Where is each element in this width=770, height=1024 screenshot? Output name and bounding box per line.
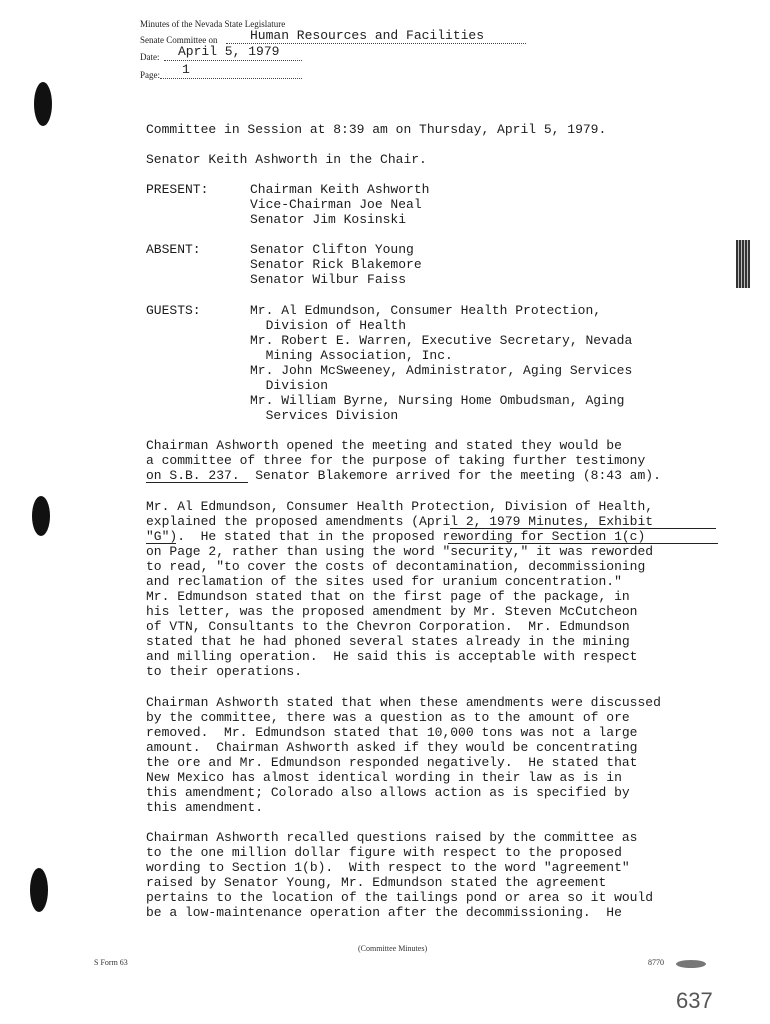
session-line: Committee in Session at 8:39 am on Thursday, April 5, 1979. xyxy=(146,122,607,137)
guest-line: Mr. William Byrne, Nursing Home Ombudsman, Aging xyxy=(250,393,625,408)
paragraph-line: the ore and Mr. Edmundson responded negatively. He stated that xyxy=(146,755,638,770)
page-underline xyxy=(160,78,302,79)
date-value: April 5, 1979 xyxy=(178,44,280,59)
paragraph-line: his letter, was the proposed amendment by Mr. Steven McCutcheon xyxy=(146,604,638,619)
paragraph-line: explained the proposed amendments (April 2, 1979 Minutes, Exhibit xyxy=(146,514,654,529)
form-number: S Form 63 xyxy=(94,958,128,967)
absent-name: Senator Wilbur Faiss xyxy=(250,272,407,287)
edge-stamp-mark xyxy=(736,240,750,288)
guest-line: Mining Association, Inc. xyxy=(250,348,453,363)
paragraph-line: pertains to the location of the tailings pond or area so it would xyxy=(146,890,654,905)
guest-line: Mr. Al Edmundson, Consumer Health Protection, xyxy=(250,303,602,318)
paragraph-line: to their operations. xyxy=(146,664,303,679)
paragraph-line: by the committee, there was a question as to the amount of ore xyxy=(146,710,630,725)
page-label: Page: xyxy=(140,70,160,80)
absent-name: Senator Rick Blakemore xyxy=(250,257,422,272)
paragraph-line: Chairman Ashworth stated that when these amendments were discussed xyxy=(146,695,661,710)
paragraph-line: amount. Chairman Ashworth asked if they would be concentrating xyxy=(146,740,638,755)
paragraph-line: on S.B. 237. Senator Blakemore arrived for the meeting (8:43 am). xyxy=(146,468,661,483)
page-value: 1 xyxy=(182,62,190,77)
committee-label: Senate Committee on xyxy=(140,35,218,45)
paragraph-line: Chairman Ashworth recalled questions raised by the committee as xyxy=(146,830,638,845)
present-name: Senator Jim Kosinski xyxy=(250,212,407,227)
paragraph-line: Mr. Edmundson stated that on the first page of the package, in xyxy=(146,589,630,604)
guest-line: Mr. John McSweeney, Administrator, Aging Services xyxy=(250,363,633,378)
minutes-of-heading: Minutes of the Nevada State Legislature xyxy=(140,19,286,29)
absent-name: Senator Clifton Young xyxy=(250,242,414,257)
paragraph-line: raised by Senator Young, Mr. Edmundson stated the agreement xyxy=(146,875,607,890)
punch-hole-bottom xyxy=(30,868,48,912)
page-number: 637 xyxy=(676,988,713,1013)
guest-line: Division of Health xyxy=(250,318,407,333)
committee-name: Human Resources and Facilities xyxy=(250,28,485,43)
paragraph-line: "G"). He stated that in the proposed rewording for Section 1(c) xyxy=(146,529,646,544)
guest-line: Mr. Robert E. Warren, Executive Secretary, Nevada xyxy=(250,333,633,348)
paragraph-line: be a low-maintenance operation after the decommissioning. He xyxy=(146,905,622,920)
absent-label: ABSENT: xyxy=(146,242,201,257)
paragraph-line: and reclamation of the sites used for uranium concentration." xyxy=(146,574,622,589)
bill-underline xyxy=(146,482,248,483)
punch-hole-middle xyxy=(32,496,50,536)
paragraph-line: wording to Section 1(b). With respect to the word "agreement" xyxy=(146,860,630,875)
continued-note: (Committee Minutes) xyxy=(358,944,428,953)
printer-mark-icon xyxy=(676,960,706,968)
date-label: Date: xyxy=(140,52,160,62)
present-label: PRESENT: xyxy=(146,182,209,197)
paragraph-line: to read, "to cover the costs of decontamination, decommissioning xyxy=(146,559,646,574)
paragraph-line: Chairman Ashworth opened the meeting and stated they would be xyxy=(146,438,622,453)
paragraph-line: New Mexico has almost identical wording in their law as is in xyxy=(146,770,622,785)
paragraph-line: this amendment; Colorado also allows action as is specified by xyxy=(146,785,630,800)
chair-line: Senator Keith Ashworth in the Chair. xyxy=(146,152,427,167)
paragraph-line: this amendment. xyxy=(146,800,264,815)
paragraph-line: to the one million dollar figure with respect to the proposed xyxy=(146,845,622,860)
paragraph-line: Mr. Al Edmundson, Consumer Health Protection, Division of Health, xyxy=(146,499,654,514)
paragraph-line: stated that he had phoned several states already in the mining xyxy=(146,634,630,649)
paragraph-line: removed. Mr. Edmundson stated that 10,000 tons was not a large xyxy=(146,725,638,740)
paragraph-line: on Page 2, rather than using the word "security," it was reworded xyxy=(146,544,654,559)
punch-hole-top xyxy=(34,82,52,126)
paragraph-line: and milling operation. He said this is acceptable with respect xyxy=(146,649,638,664)
present-name: Vice-Chairman Joe Neal xyxy=(250,197,422,212)
guest-line: Services Division xyxy=(250,408,399,423)
guests-label: GUESTS: xyxy=(146,303,201,318)
print-code: 8770 xyxy=(648,958,664,967)
paragraph-line: of VTN, Consultants to the Chevron Corporation. Mr. Edmundson xyxy=(146,619,630,634)
paragraph-line: a committee of three for the purpose of taking further testimony xyxy=(146,453,646,468)
guest-line: Division xyxy=(250,378,329,393)
present-name: Chairman Keith Ashworth xyxy=(250,182,430,197)
date-underline xyxy=(164,60,302,61)
